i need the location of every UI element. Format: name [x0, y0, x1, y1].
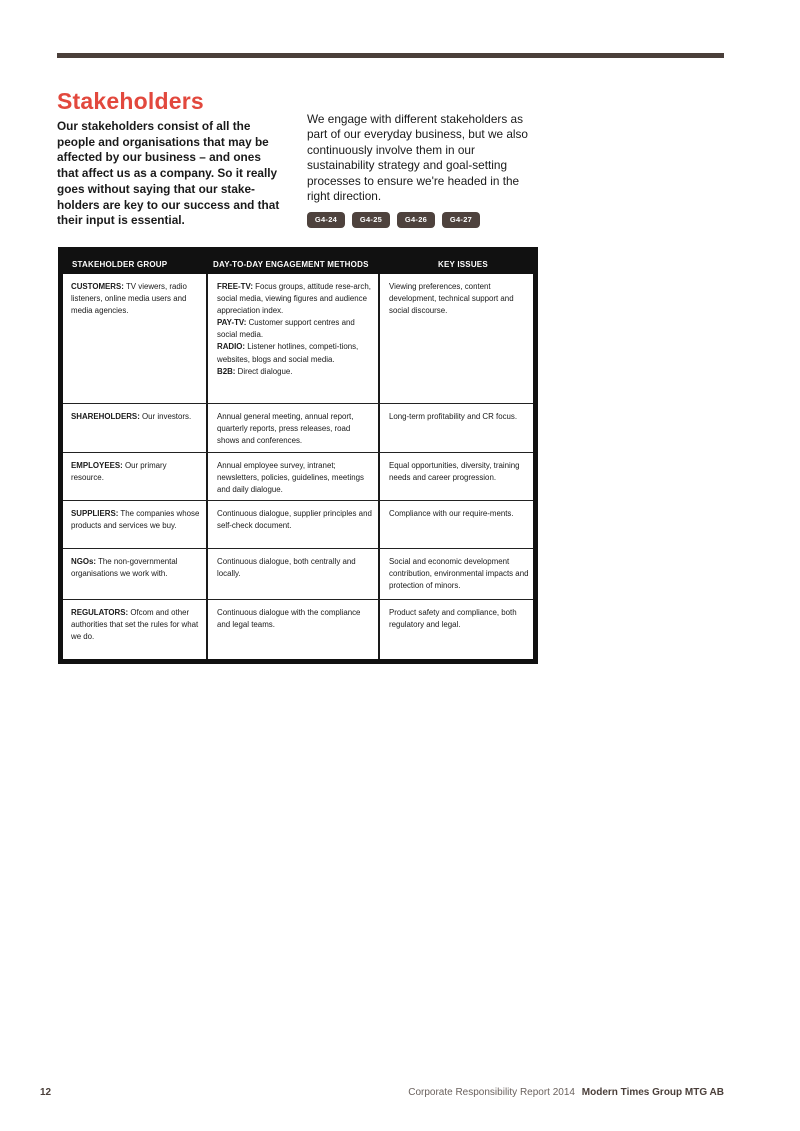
gri-tag: G4-27 — [442, 212, 480, 228]
issues-cell: Long-term profitability and CR focus. — [389, 412, 518, 421]
method-text: Listener hotlines, competi-tions, websites, blogs and social media. — [217, 342, 359, 364]
method-label: FREE-TV: — [217, 282, 253, 291]
table-row-regulators — [63, 600, 533, 659]
method-entry — [217, 281, 372, 317]
stakeholder-table — [58, 247, 538, 664]
group-text: Our investors. — [142, 412, 192, 421]
group-cell — [63, 274, 208, 403]
methods-cell: Annual general meeting, annual report, quarterly reports, press releases, road shows and conferences. — [208, 404, 380, 452]
issues-cell: Equal opportunities, diversity, training needs and career progression. — [389, 461, 520, 483]
header-engagement-methods: DAY-TO-DAY ENGAGEMENT METHODS — [213, 260, 369, 269]
body-text: We engage with different stakeholders as part of our everyday business, but we also continuously involve them in our sustainability strategy and goal-setting processes to ensure we're headed in the right direction. — [307, 112, 528, 204]
method-text: Direct dialogue. — [237, 366, 293, 376]
group-cell — [63, 404, 208, 452]
table-header — [58, 247, 538, 274]
gri-tags — [307, 212, 480, 228]
methods-cell: Annual employee survey, intranet; newsletters, policies, guidelines, meetings and daily dialogue. — [208, 453, 380, 500]
table-body — [63, 274, 533, 659]
methods-cell: Continuous dialogue, both centrally and locally. — [208, 549, 380, 599]
footer-credit — [408, 1087, 724, 1098]
method-label: RADIO: — [217, 342, 246, 352]
method-entry — [217, 366, 372, 378]
method-entry — [217, 341, 372, 365]
company-name: Modern Times Group MTG AB — [581, 1087, 724, 1098]
gri-tag: G4-24 — [307, 212, 345, 228]
gri-tag: G4-26 — [397, 212, 435, 228]
method-label: PAY-TV: — [217, 318, 247, 328]
header-key-issues: KEY ISSUES — [438, 260, 488, 269]
group-label: REGULATORS: — [71, 608, 129, 617]
group-label: CUSTOMERS: — [71, 282, 124, 291]
group-text: The companies whose products and services we buy. — [71, 509, 200, 531]
gri-tag: G4-25 — [352, 212, 390, 228]
group-text: TV viewers, radio listeners, online media users and media agencies. — [71, 282, 187, 316]
report-title: Corporate Responsibility Report 2014 — [408, 1087, 575, 1098]
page-title: Stakeholders — [57, 88, 204, 114]
group-cell — [63, 600, 208, 659]
table-row-customers — [63, 274, 533, 404]
table-row-ngos — [63, 549, 533, 600]
issues-cell: Compliance with our require-ments. — [389, 509, 514, 518]
issues-cell: Social and economic development contribution, environmental impacts and protection of minors. — [389, 557, 529, 591]
method-text: Customer support centres and social media. — [217, 318, 355, 340]
group-text: Ofcom and other authorities that set the rules for what we do. — [71, 608, 199, 642]
methods-cell: Continuous dialogue with the compliance and legal teams. — [208, 600, 380, 659]
group-cell — [63, 549, 208, 599]
group-cell — [63, 453, 208, 500]
method-text: Focus groups, attitude rese-arch, social media, viewing figures and audience appreciation index. — [217, 282, 371, 316]
top-rule — [57, 53, 724, 58]
header-stakeholder-group: STAKEHOLDER GROUP — [72, 260, 168, 269]
group-text: Our primary resource. — [71, 461, 167, 483]
method-entry — [217, 317, 372, 341]
issues-cell: Product safety and compliance, both regulatory and legal. — [389, 608, 517, 630]
methods-cell: Continuous dialogue, supplier principles and self-check document. — [208, 501, 380, 548]
group-text: The non-governmental organisations we work with. — [71, 557, 178, 579]
issues-cell: Viewing preferences, content development, technical support and social discourse. — [389, 282, 514, 316]
intro-text: Our stakeholders consist of all the people and organisations that may be affected by our business – and ones that affect us as a company. So it really goes without saying that our stake-holders are key to our success and that their input is essential. — [57, 119, 280, 228]
group-label: SHAREHOLDERS: — [71, 412, 140, 421]
methods-cell — [208, 274, 380, 403]
table-row-shareholders — [63, 404, 533, 453]
group-label: SUPPLIERS: — [71, 509, 119, 518]
table-row-employees — [63, 453, 533, 501]
group-label: EMPLOYEES: — [71, 461, 123, 470]
group-label: NGOs: — [71, 557, 96, 566]
page-number: 12 — [40, 1087, 52, 1098]
method-label: B2B: — [217, 366, 236, 376]
table-row-suppliers — [63, 501, 533, 549]
group-cell — [63, 501, 208, 548]
